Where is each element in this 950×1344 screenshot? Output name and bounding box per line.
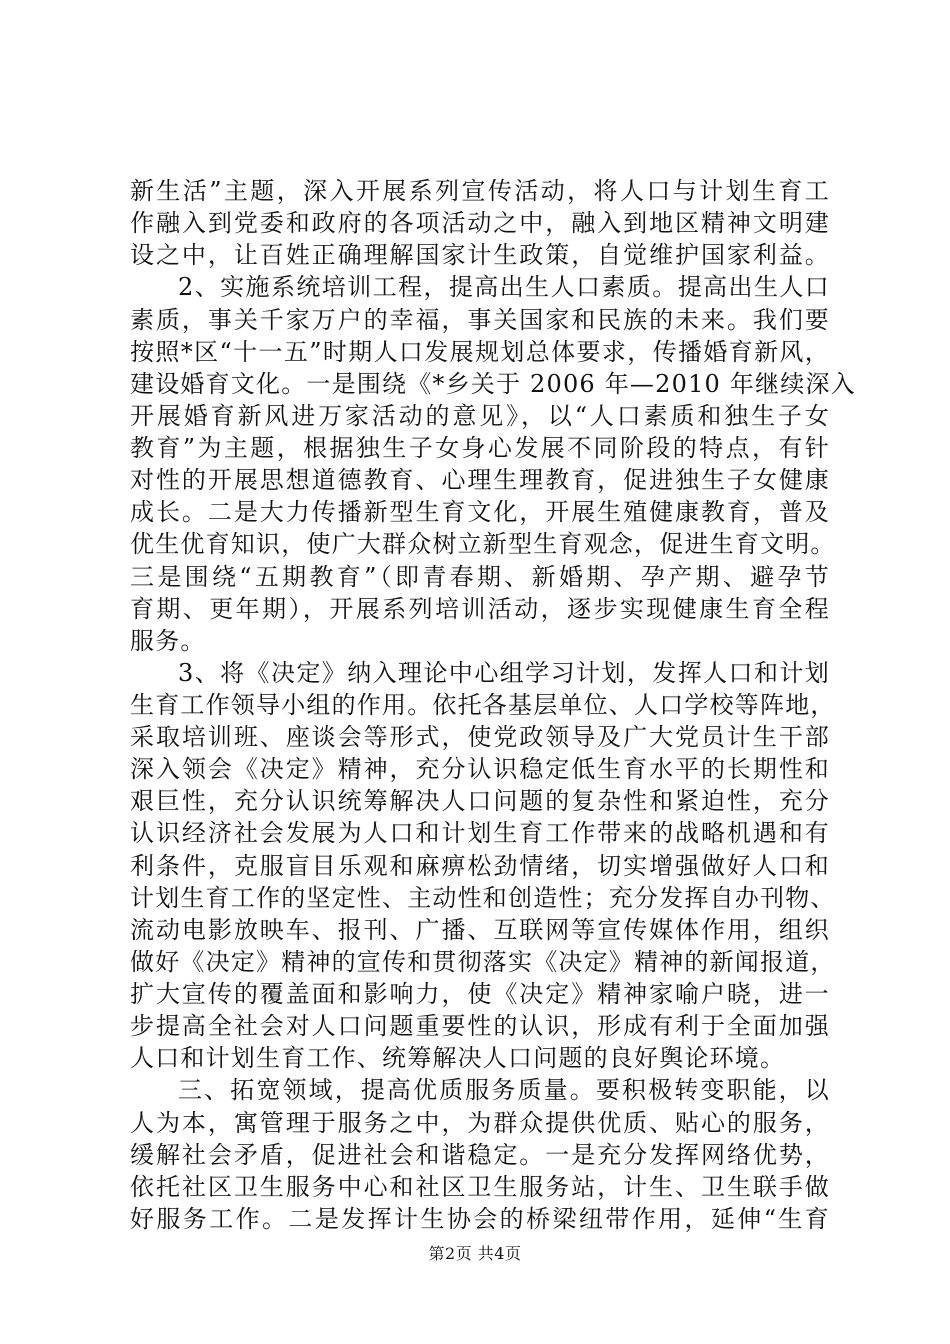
text-line: 深入领会《决定》精神，充分认识稳定低生育水平的长期性和 [130,755,830,783]
text-line: 对性的开展思想道德教育、心理生理教育，促进独生子女健康 [130,466,830,494]
text-line: 采取培训班、座谈会等形式，使党政领导及广大党员计生干部 [130,723,830,751]
text-line: 依托社区卫生服务中心和社区卫生服务站，计生、卫生联手做 [130,1173,830,1201]
text-line: 素质，事关千家万户的幸福，事关国家和民族的未来。我们要 [130,306,830,334]
text-line: 扩大宣传的覆盖面和影响力，使《决定》精神家喻户晓，进一 [130,980,830,1008]
text-line: 三是围绕“五期教育”（即青春期、新婚期、孕产期、避孕节 [130,563,830,591]
text-line: 生育工作领导小组的作用。依托各基层单位、人口学校等阵地， [130,691,836,719]
paragraph-start-line: 3、将《决定》纳入理论中心组学习计划，发挥人口和计划 [178,659,830,687]
text-line: 开展婚育新风进万家活动的意见》，以“人口素质和独生子女 [130,402,830,430]
text-line: 步提高全社会对人口问题重要性的认识，形成有利于全面加强 [130,1012,830,1040]
text-line: 育期、更年期），开展系列培训活动，逐步实现健康生育全程 [130,595,830,623]
text-line: 好服务工作。二是发挥计生协会的桥梁纽带作用，延伸“生育 [130,1205,830,1233]
text-line: 流动电影放映车、报刊、广播、互联网等宣传媒体作用，组织 [130,916,830,944]
text-line: 做好《决定》精神的宣传和贯彻落实《决定》精神的新闻报道， [130,948,836,976]
text-line: 按照*区“十一五”时期人口发展规划总体要求，传播婚育新风， [130,338,830,366]
text-line: 教育”为主题，根据独生子女身心发展不同阶段的特点，有针 [130,434,830,462]
text-line: 艰巨性，充分认识统筹解决人口问题的复杂性和紧迫性，充分 [130,787,830,815]
text-line: 利条件，克服盲目乐观和麻痹松劲情绪，切实增强做好人口和 [130,852,830,880]
text-line: 计划生育工作的坚定性、主动性和创造性；充分发挥自办刊物、 [130,884,836,912]
paragraph-start-line: 2、实施系统培训工程，提高出生人口素质。提高出生人口 [178,273,830,301]
text-line: 认识经济社会发展为人口和计划生育工作带来的战略机遇和有 [130,819,830,847]
text-line: 成长。二是大力传播新型生育文化，开展生殖健康教育，普及 [130,498,830,526]
text-line: 缓解社会矛盾，促进社会和谐稳定。一是充分发挥网络优势， [130,1141,830,1169]
text-line: 作融入到党委和政府的各项活动之中，融入到地区精神文明建 [130,209,830,237]
text-line: 服务。 [130,627,206,655]
text-line: 人为本，寓管理于服务之中，为群众提供优质、贴心的服务， [130,1109,830,1137]
text-line: 新生活”主题，深入开展系列宣传活动，将人口与计划生育工 [130,177,830,205]
text-line: 人口和计划生育工作、统筹解决人口问题的良好舆论环境。 [130,1044,786,1072]
text-line: 优生优育知识，使广大群众树立新型生育观念，促进生育文明。 [130,530,836,558]
text-line: 建设婚育文化。一是围绕《*乡关于 2006 年—2010 年继续深入 [130,370,856,398]
paragraph-start-line: 三、拓宽领域，提高优质服务质量。要积极转变职能，以 [178,1076,830,1104]
page-number-footer: 第2页 共4页 [428,1244,522,1263]
text-line: 设之中，让百姓正确理解国家计生政策，自觉维护国家利益。 [130,241,830,269]
